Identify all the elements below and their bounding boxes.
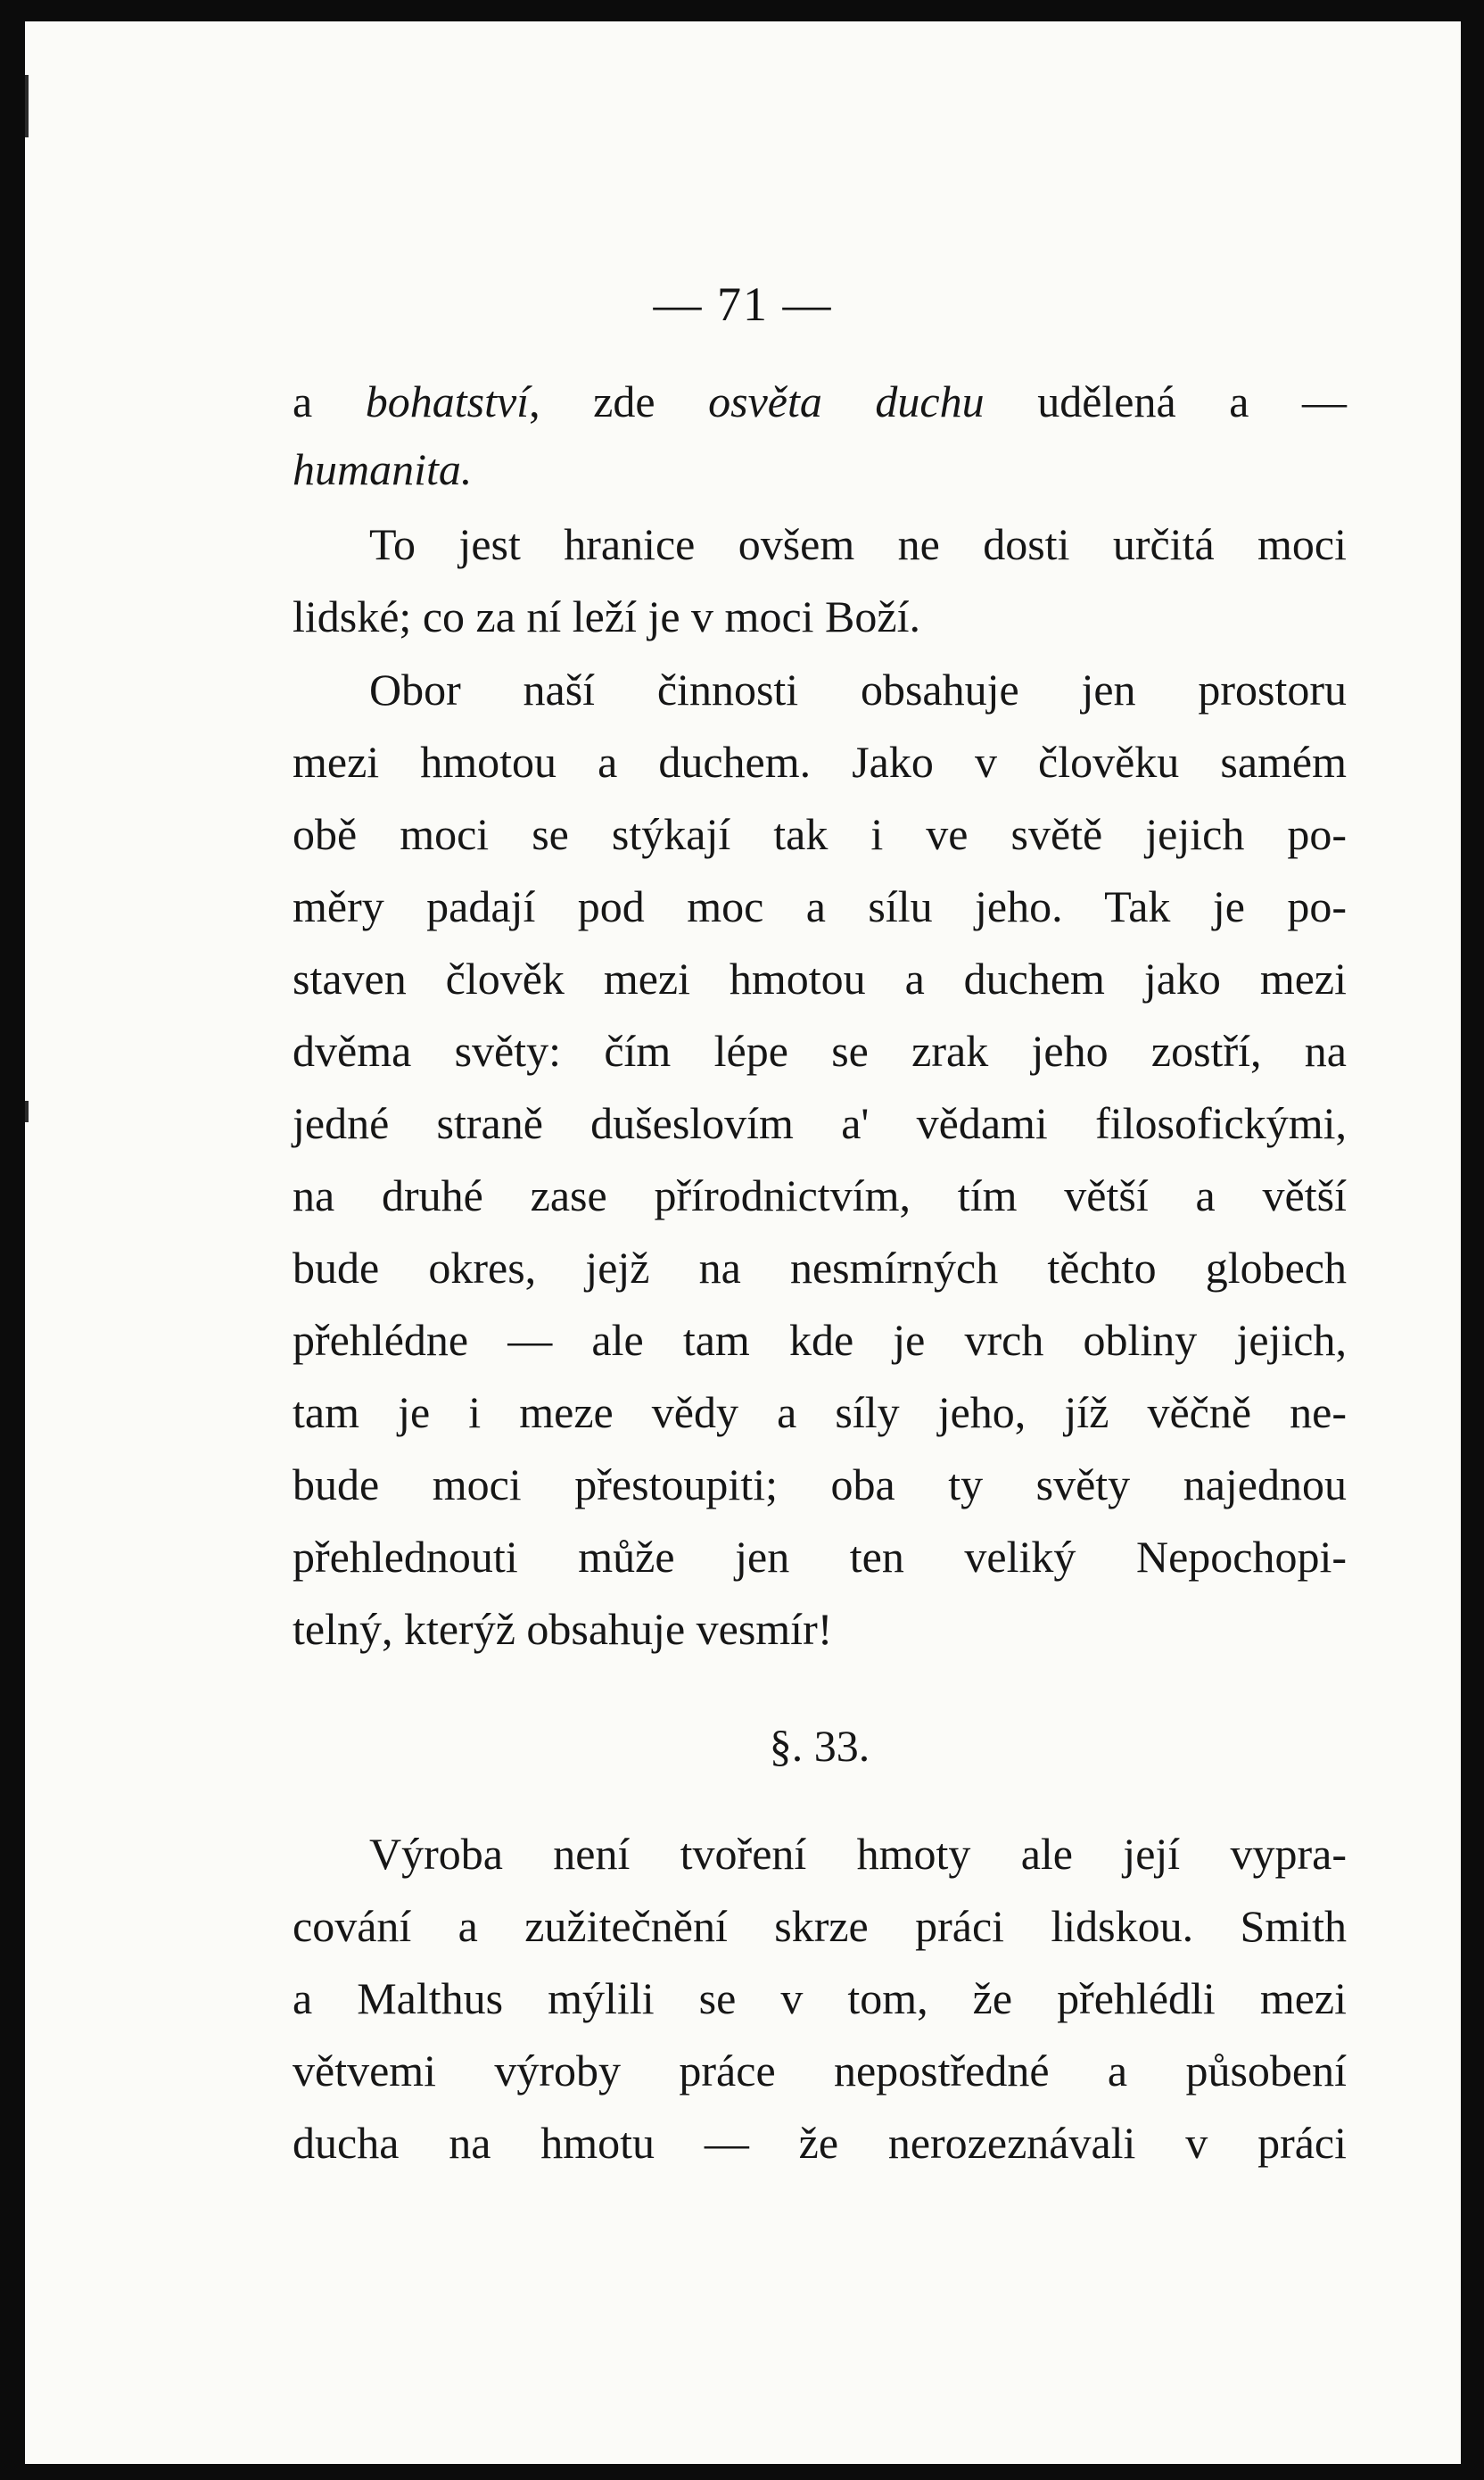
text-line: tam je i meze vědy a síly jeho, jíž věčně ne- xyxy=(293,1387,1347,1437)
text-line: staven člověk mezi hmotou a duchem jako mezi xyxy=(293,954,1347,1004)
text-line: měry padají pod moc a sílu jeho. Tak je po- xyxy=(293,881,1347,931)
paragraph-first-line: Výroba není tvoření hmoty ale její vypra- xyxy=(369,1829,1347,1879)
text-line: bude moci přestoupiti; oba ty světy najednou xyxy=(293,1459,1347,1509)
text-line: mezi hmotou a duchem. Jako v člověku samém xyxy=(293,737,1347,787)
text-line: bude okres, jejž na nesmírných těchto globech xyxy=(293,1243,1347,1293)
paragraph-first-line: Obor naší činnosti obsahuje jen prostoru xyxy=(369,665,1347,715)
text-line: a bohatství, zde osvěta duchu udělená a — xyxy=(293,376,1347,426)
section-title: §. 33. xyxy=(769,1721,870,1771)
text-line: dvěma světy: čím lépe se zrak jeho zostří, na xyxy=(293,1026,1347,1076)
emphasis-bohatstvi: bohatství xyxy=(365,376,530,426)
text-line: jedné straně dušeslovím a' vědami filosofickými, xyxy=(293,1098,1347,1148)
scan-edge-mark xyxy=(25,1101,29,1122)
text-line: obě moci se stýkají tak i ve světě jejich po- xyxy=(293,809,1347,859)
text-line: na druhé zase přírodnictvím, tím větší a větší xyxy=(293,1170,1347,1220)
page-number: — 71 — xyxy=(653,277,833,331)
book-page xyxy=(25,21,1461,2464)
text-line: přehlédne — ale tam kde je vrch obliny jejich, xyxy=(293,1315,1347,1365)
text-line: cování a zužitečnění skrze práci lidskou. Smith xyxy=(293,1901,1347,1951)
text-line xyxy=(293,438,1347,500)
emphasis-humanita: humanita. xyxy=(293,444,473,494)
text-line: a Malthus mýlili se v tom, že přehlédli mezi xyxy=(293,1973,1347,2023)
paragraph-first-line: To jest hranice ovšem ne dosti určitá moci xyxy=(369,519,1347,569)
text-line: lidské; co za ní leží je v moci Boží. xyxy=(293,591,920,641)
text-line: ducha na hmotu — že nerozeznávali v práci xyxy=(293,2118,1347,2168)
emphasis-osveta: osvěta duchu xyxy=(708,376,985,426)
text-line: přehlednouti může jen ten veliký Nepochopi- xyxy=(293,1532,1347,1582)
text-line: větvemi výroby práce nepostředné a působení xyxy=(293,2046,1347,2096)
text-line: telný, kterýž obsahuje vesmír! xyxy=(293,1604,833,1654)
scan-edge-mark xyxy=(25,75,29,137)
